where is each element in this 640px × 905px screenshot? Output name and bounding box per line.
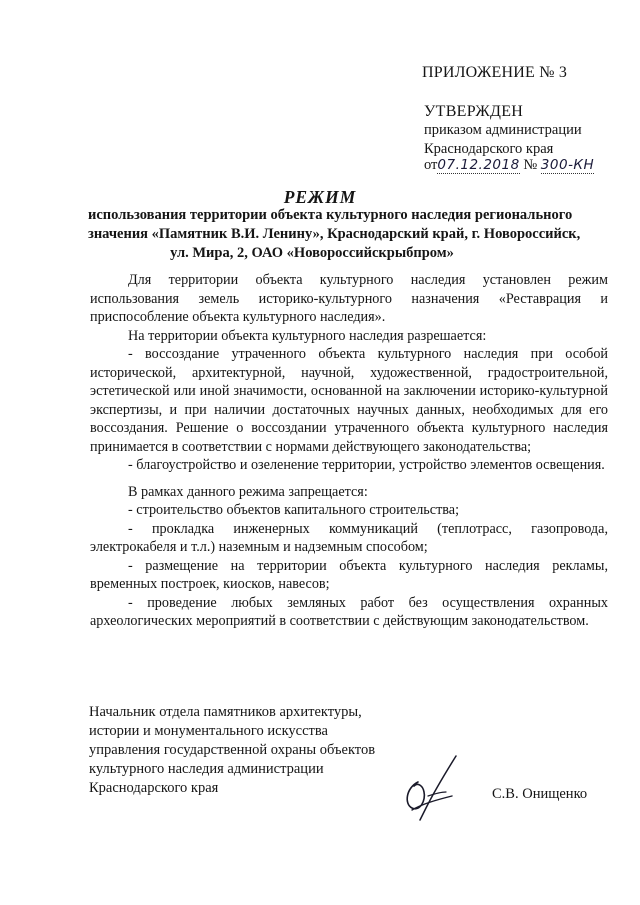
order-reference bbox=[424, 157, 594, 174]
document-subtitle bbox=[88, 206, 581, 263]
paragraph-regime: Для территории объекта культурного наследия установлен режим использования земель историко-культурного назначения «Реставрация и приспособление объекта культурного наследия». bbox=[90, 272, 608, 325]
list-item: - прокладка инженерных коммуникаций (теплотрасс, газопровода, электрокабеля и т.л.) наземным и надземным способом; bbox=[90, 520, 608, 555]
list-item: - воссоздание утраченного объекта культурного наследия при особой исторической, архитектурной, научной, художественной, градостроительной, эстетической или иной значимости, основанной на заключении историко-культурной экспертизы, и при наличии достаточных научных данных, необходимых для его воссоздания. Решение о воссоздании утраченного объекта культурного наследия принимается в соответствии с нормами действующего законодательства; bbox=[90, 346, 608, 455]
list-item: - размещение на территории объекта культурного наследия рекламы, временных построек, киосков, навесов; bbox=[90, 557, 608, 592]
document-body bbox=[90, 271, 608, 631]
approved-by bbox=[424, 121, 582, 159]
list-item: - благоустройство и озеленение территории, устройство элементов освещения. bbox=[128, 457, 605, 473]
approved-label: УТВЕРЖДЕН bbox=[424, 103, 524, 120]
order-date: 07.12.2018 bbox=[437, 157, 520, 173]
list-item: - проведение любых земляных работ без осуществления охранных археологических мероприятий в соответствии с действующим законодательством. bbox=[90, 594, 608, 629]
order-number: 300-КН bbox=[540, 157, 595, 173]
approved-by-line: приказом администрации bbox=[424, 122, 582, 138]
appendix-label: ПРИЛОЖЕНИЕ № 3 bbox=[422, 64, 568, 81]
list-item: - строительство объектов капитального строительства; bbox=[128, 502, 460, 518]
position-line: истории и монументального искусства bbox=[89, 723, 328, 739]
signer-position bbox=[89, 703, 375, 798]
subtitle-line: ул. Мира, 2, ОАО «Новороссийскрыбпром» bbox=[170, 245, 454, 261]
position-line: культурного наследия администрации bbox=[89, 761, 324, 777]
subtitle-line: использования территории объекта культурного наследия регионального bbox=[88, 207, 573, 223]
subtitle-line: значения «Памятник В.И. Ленину», Краснодарский край, г. Новороссийск, bbox=[88, 226, 581, 242]
position-line: управления государственной охраны объектов bbox=[89, 742, 376, 758]
paragraph-forbidden-heading: В рамках данного режима запрещается: bbox=[128, 483, 368, 500]
signer-name: С.В. Онищенко bbox=[492, 786, 588, 802]
paragraph-permitted-heading: На территории объекта культурного наследия разрешается: bbox=[128, 327, 487, 344]
order-number-prefix: № bbox=[523, 157, 538, 173]
document-title: РЕЖИМ bbox=[283, 187, 357, 207]
order-date-prefix: от bbox=[424, 157, 438, 173]
position-line: Начальник отдела памятников архитектуры, bbox=[89, 704, 362, 720]
position-line: Краснодарского края bbox=[89, 780, 219, 796]
handwritten-signature bbox=[396, 752, 460, 824]
approved-by-line: Краснодарского края bbox=[424, 141, 554, 157]
